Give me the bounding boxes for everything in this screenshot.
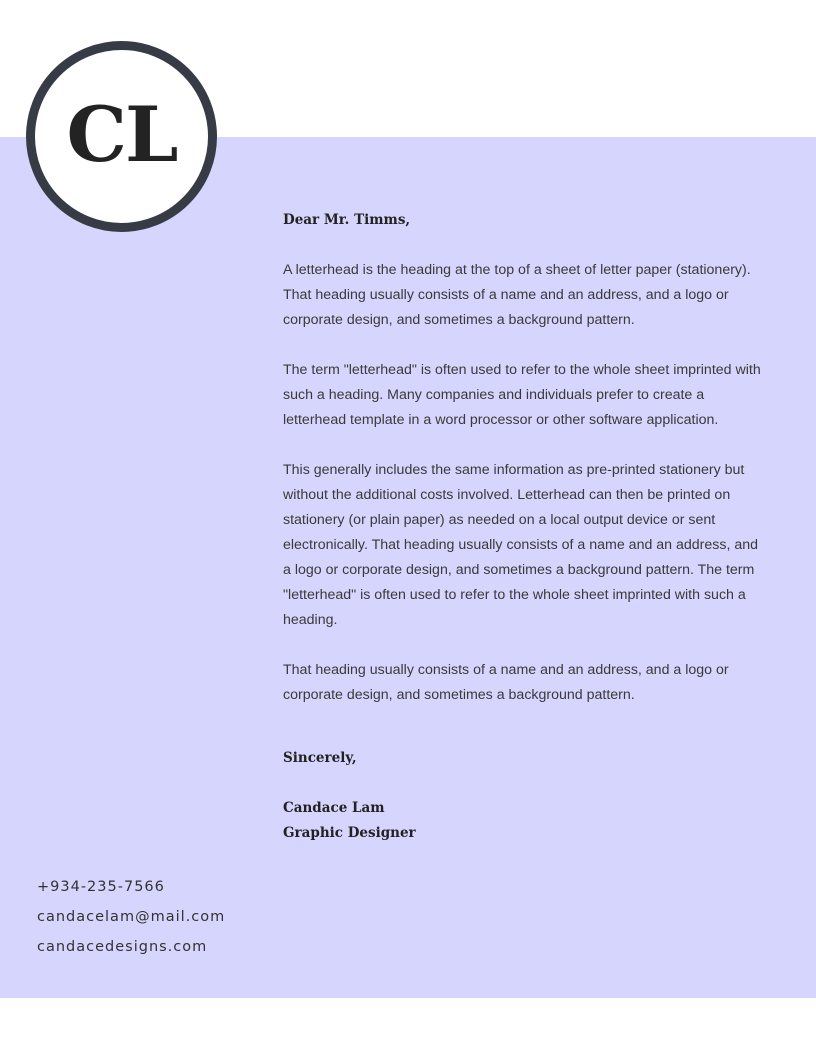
salutation: Dear Mr. Timms, [283, 212, 411, 228]
signer-name: Candace Lam [283, 800, 385, 816]
paragraph-3: This generally includes the same information as pre-printed stationery but without the additional costs involved. Letterhead can then be printed on stationery (or plain paper) as needed on a local output device or sent electronically. That heading usually consists of a name and an address, and a logo or corporate design, and sometimes a background pattern. The term "letterhead" is often used to refer to the whole sheet imprinted with such a heading. [283, 462, 759, 628]
paragraph-2: The term "letterhead" is often used to refer to the whole sheet imprinted with such a heading. Many companies and individuals prefer to create a letterhead template in a word processor or other software application. [283, 362, 761, 428]
contact-info [37, 872, 225, 962]
monogram-initials: CL [66, 89, 177, 179]
paragraph-4: That heading usually consists of a name and an address, and a logo or corporate design, and sometimes a background pattern. [283, 662, 729, 703]
contact-email: candacelam@mail.com [37, 909, 226, 925]
contact-phone: +934-235-7566 [37, 879, 165, 895]
closing: Sincerely, [283, 750, 357, 766]
letter-body [283, 208, 763, 846]
monogram-logo [26, 41, 217, 232]
contact-website: candacedesigns.com [37, 939, 208, 955]
signer-title: Graphic Designer [283, 825, 416, 841]
paragraph-1: A letterhead is the heading at the top of a sheet of letter paper (stationery). That heading usually consists of a name and an address, and a logo or corporate design, and sometimes a background pattern. [283, 262, 751, 328]
